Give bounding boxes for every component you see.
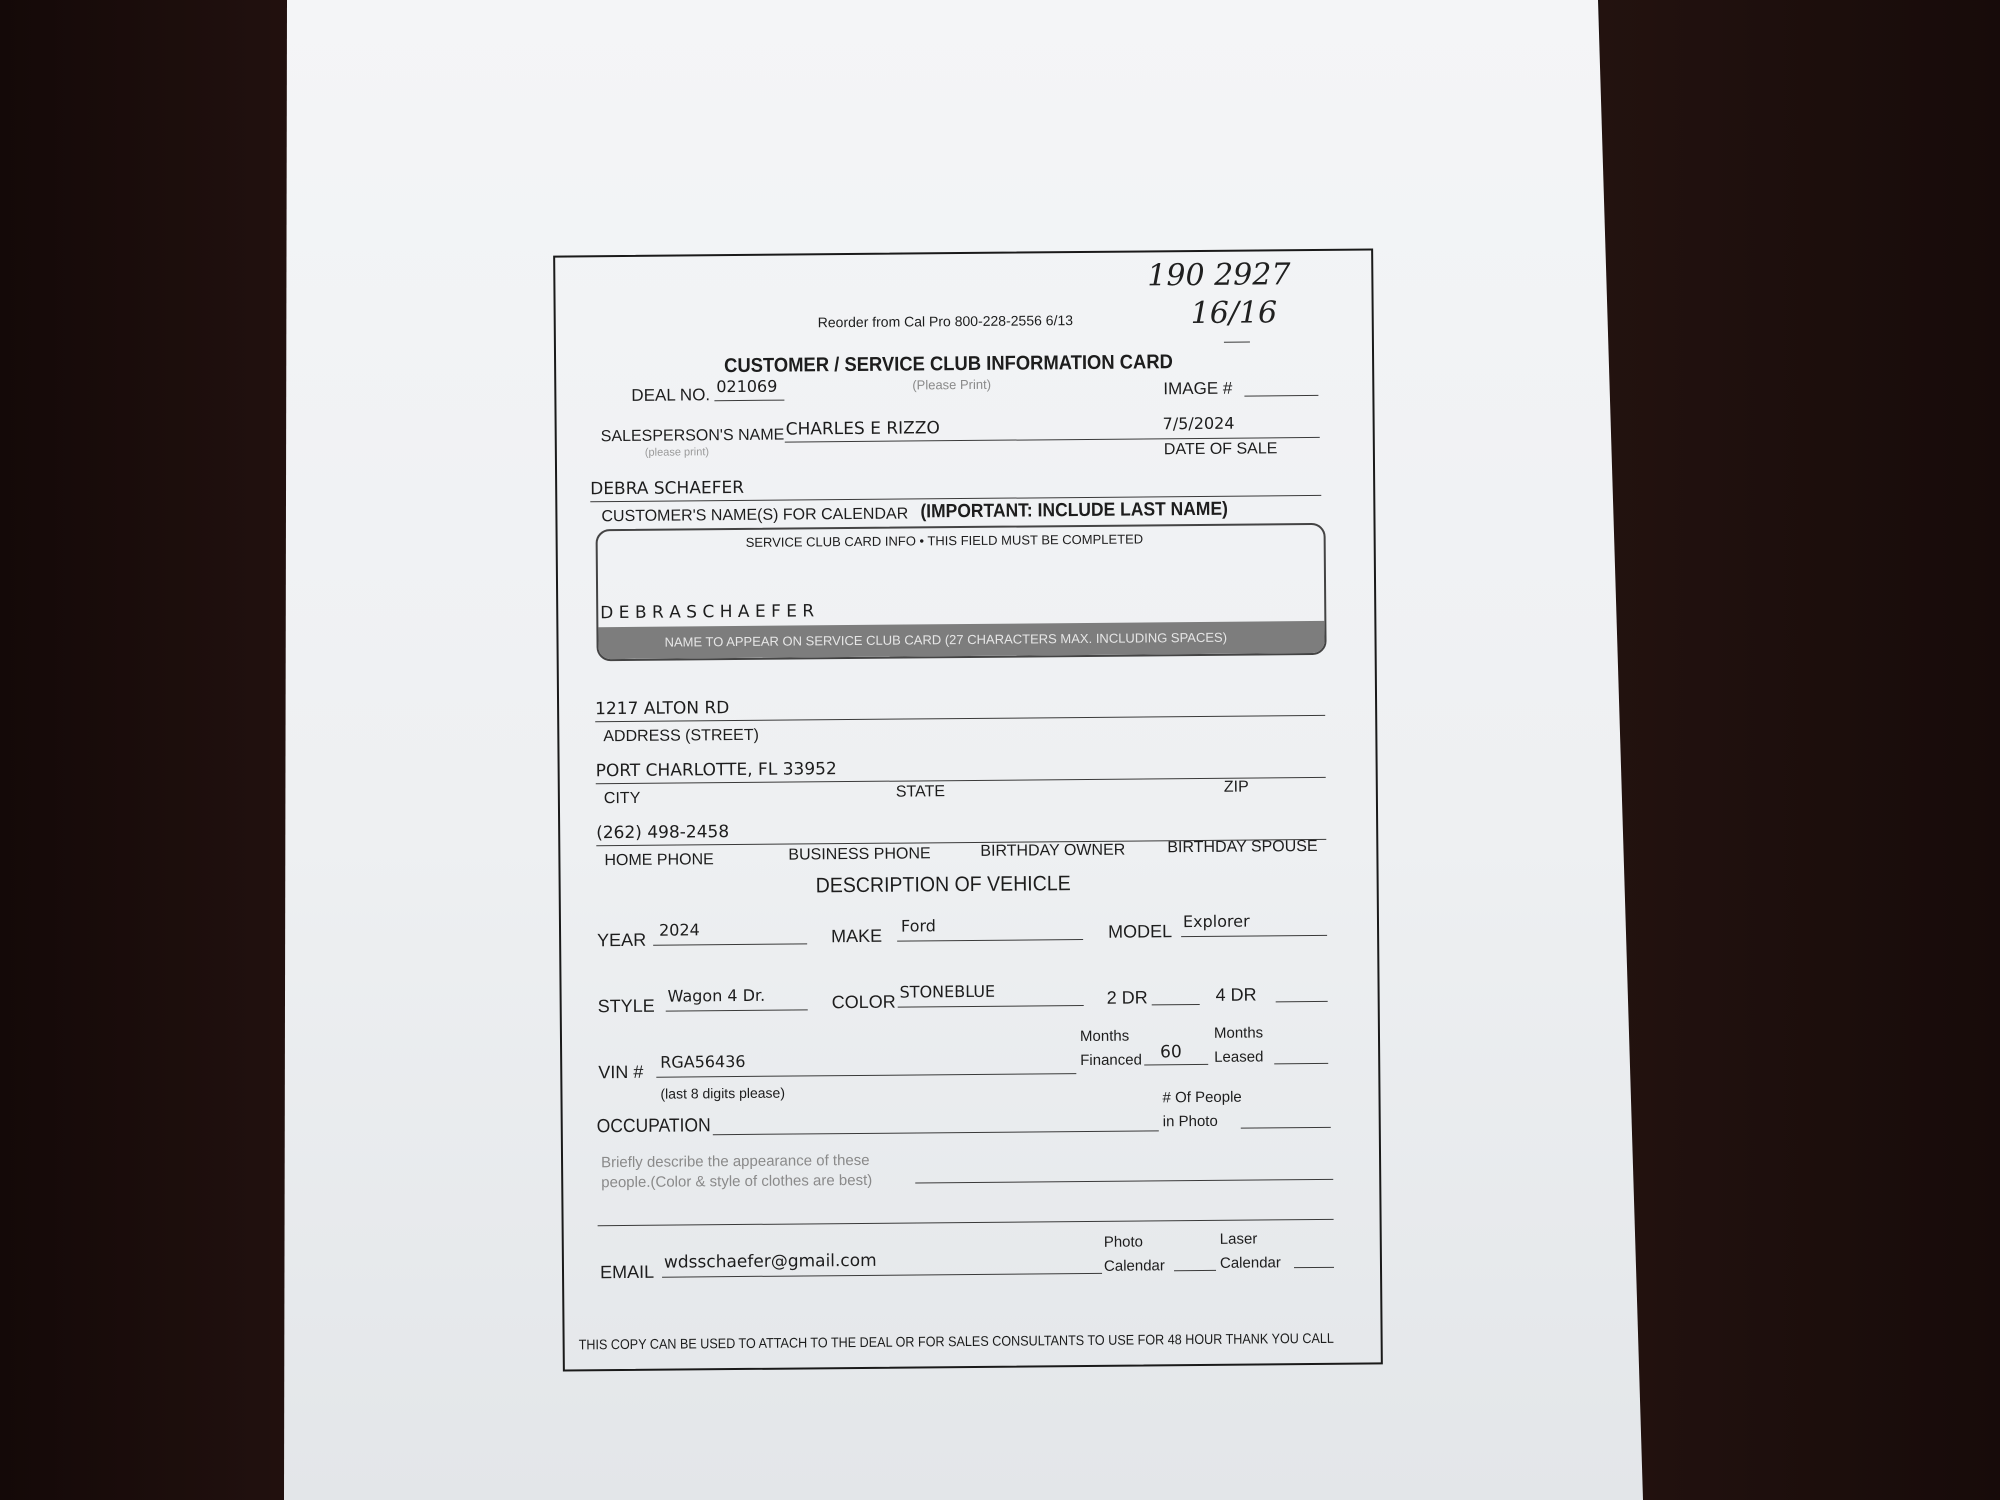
address-value: 1217 ALTON RD <box>595 698 730 720</box>
months-financed-label-2: Financed <box>1080 1051 1142 1070</box>
describe-note-2: people.(Color & style of clothes are best) <box>601 1171 873 1192</box>
image-label: IMAGE # <box>1163 378 1233 399</box>
email-line <box>662 1273 1102 1278</box>
make-line <box>897 939 1083 942</box>
vin-line <box>656 1073 1076 1078</box>
color-line <box>898 1005 1084 1008</box>
service-club-band-text: NAME TO APPEAR ON SERVICE CLUB CARD (27 CHARACTERS MAX. INCLUDING SPACES) <box>664 629 1228 650</box>
color-value: STONEBLUE <box>899 981 996 1002</box>
year-value: 2024 <box>658 920 700 940</box>
months-leased-label-1: Months <box>1213 1024 1264 1042</box>
image-line <box>1244 395 1318 397</box>
deal-no-value: 021069 <box>716 376 778 397</box>
vehicle-heading: DESCRIPTION OF VEHICLE <box>815 872 1071 898</box>
salesperson-label: SALESPERSON'S NAME <box>600 426 785 446</box>
birthday-spouse-label: BIRTHDAY SPOUSE <box>1167 837 1318 857</box>
describe-note-1: Briefly describe the appearance of these <box>600 1151 870 1172</box>
two-dr-label: 2 DR <box>1106 987 1148 1008</box>
customer-info-card <box>553 248 1383 1371</box>
email-label: EMAIL <box>599 1261 655 1283</box>
salesperson-sub: (please print) <box>644 446 710 459</box>
months-financed-line <box>1144 1064 1208 1066</box>
vin-label: VIN # <box>598 1061 644 1083</box>
footer-note: THIS COPY CAN BE USED TO ATTACH TO THE DEAL OR FOR SALES CONSULTANTS TO USE FOR 48 HOUR THANK YOU CALL <box>578 1329 1334 1353</box>
describe-line-1 <box>915 1179 1333 1184</box>
laser-calendar-label-1: Laser <box>1219 1230 1258 1248</box>
home-phone-value: (262) 498-2458 <box>596 822 730 844</box>
business-phone-label: BUSINESS PHONE <box>788 845 931 864</box>
photo-calendar-label-2: Calendar <box>1103 1257 1165 1275</box>
four-dr-label: 4 DR <box>1215 984 1257 1005</box>
people-label-1: # Of People <box>1162 1088 1242 1107</box>
color-label: COLOR <box>831 991 896 1013</box>
photo-calendar-label-1: Photo <box>1103 1233 1144 1251</box>
style-line <box>666 1009 808 1011</box>
year-label: YEAR <box>597 929 647 951</box>
birthday-owner-label: BIRTHDAY OWNER <box>980 841 1126 860</box>
model-label: MODEL <box>1107 921 1173 942</box>
zip-label: ZIP <box>1223 778 1249 796</box>
address-label: ADDRESS (STREET) <box>603 726 759 746</box>
city-value: PORT CHARLOTTE, FL 33952 <box>595 759 837 782</box>
email-value: wdsschaefer@gmail.com <box>663 1250 877 1273</box>
city-label: CITY <box>603 789 641 808</box>
date-of-sale-label: DATE OF SALE <box>1163 440 1278 459</box>
please-print-note: (Please Print) <box>912 376 992 393</box>
vin-value: RGA56436 <box>660 1051 746 1072</box>
service-club-band <box>598 621 1324 659</box>
handwritten-fraction: 16/16 <box>1190 295 1278 332</box>
state-label: STATE <box>895 783 946 801</box>
two-dr-line <box>1152 1004 1200 1005</box>
make-value: Ford <box>900 916 936 936</box>
style-value: Wagon 4 Dr. <box>667 985 766 1006</box>
occupation-line <box>713 1130 1159 1135</box>
model-line <box>1181 935 1327 937</box>
four-dr-line <box>1276 1001 1328 1002</box>
make-label: MAKE <box>831 925 883 947</box>
deal-no-label: DEAL NO. <box>631 385 711 405</box>
home-phone-label: HOME PHONE <box>604 851 714 870</box>
service-club-card-box <box>596 523 1327 661</box>
handwritten-number: 190 2927 <box>1147 257 1291 294</box>
service-club-header: SERVICE CLUB CARD INFO • THIS FIELD MUST BE COMPLETED <box>745 531 1144 550</box>
months-leased-line <box>1274 1063 1328 1064</box>
service-club-name-value: D E B R A S C H A E F E R <box>600 601 815 624</box>
deal-no-line <box>714 400 784 402</box>
calendar-name-value: DEBRA SCHAEFER <box>590 477 745 500</box>
date-of-sale-value: 7/5/2024 <box>1162 413 1235 434</box>
form-title: CUSTOMER / SERVICE CLUB INFORMATION CARD <box>724 351 1173 378</box>
table-surface-right <box>1600 0 2000 1500</box>
calendar-label: CUSTOMER'S NAME(S) FOR CALENDAR <box>601 505 909 526</box>
months-financed-value: 60 <box>1160 1042 1182 1063</box>
style-label: STYLE <box>597 995 655 1017</box>
year-line <box>653 943 807 945</box>
people-label-2: in Photo <box>1162 1112 1218 1131</box>
laser-calendar-line <box>1294 1267 1334 1268</box>
months-leased-label-2: Leased <box>1214 1048 1264 1066</box>
table-surface-left <box>0 0 300 1500</box>
laser-calendar-label-2: Calendar <box>1219 1254 1281 1272</box>
photo-calendar-line <box>1174 1270 1216 1271</box>
describe-line-2 <box>598 1219 1334 1226</box>
months-financed-label-1: Months <box>1079 1027 1130 1046</box>
occupation-label: OCCUPATION <box>596 1115 711 1138</box>
handwritten-underline <box>1224 342 1250 343</box>
calendar-important: (IMPORTANT: INCLUDE LAST NAME) <box>920 498 1228 523</box>
reorder-note: Reorder from Cal Pro 800-228-2556 6/13 <box>817 312 1074 331</box>
salesperson-value: CHARLES E RIZZO <box>785 418 940 440</box>
model-value: Explorer <box>1182 911 1250 932</box>
vin-sub: (last 8 digits please) <box>660 1084 786 1102</box>
people-line <box>1241 1127 1331 1129</box>
